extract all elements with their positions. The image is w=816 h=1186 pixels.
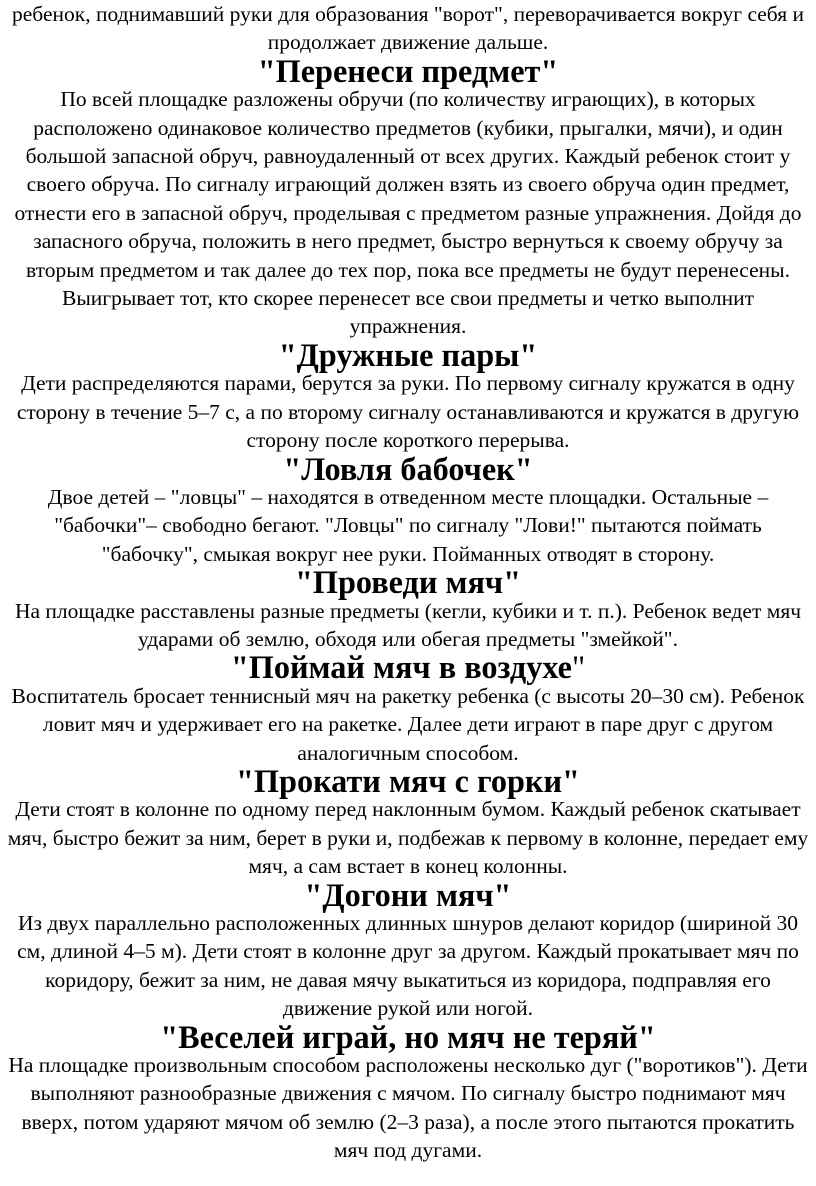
game-title-catch-ball-in-air-main: "Поймай мяч в воздухе	[230, 649, 572, 686]
game-text-transfer-object: По всей площадке разложены обручи (по количеству играющих), в которых расположено одинаковое количество предметов (кубики, прыгалки, мячи), и один большой запасной обруч, равноудаленный от всех других. Каждый ребенок стоит у своего обруча. По сигналу играющий должен взять из своего обруча один предмет, отнести его в запасной обруч, проделывая с предметом разные упражнения. Дойдя до запасного обруча, положить в него предмет, быстро вернуться к своему обручу за вторым предметом и так далее до тех пор, пока все предметы не будут перенесены. Выигрывает тот, кто скорее перенесет все свои предметы и четко выполнит упражнения.	[14, 87, 802, 339]
game-text-catching-butterflies: Двое детей – "ловцы" – находятся в отведенном месте площадки. Остальные – "бабочки"– свободно бегают. "Ловцы" по сигналу "Лови!" пытаются поймать "бабочку", смыкая вокруг нее руки. Пойманных отводят в сторону.	[47, 484, 769, 566]
game-text-catch-ball-in-air: Воспитатель бросает теннисный мяч на ракетку ребенка (с высоты 20–30 см). Ребенок ловит мяч и удерживает его на ракетке. Далее дети играют в паре друг с другом аналогичным способом.	[11, 683, 805, 765]
game-text-roll-ball-downhill: Дети стоят в колонне по одному перед наклонным бумом. Каждый ребенок скатывает мяч, быстро бежит за ним, берет в руки и, подбежав к первому в колонне, передает ему мяч, а сам встает в конец колонны.	[7, 797, 809, 879]
intro-paragraph: ребенок, поднимавший руки для образования "ворот", переворачивается вокруг себя и продолжает движение дальше.	[12, 2, 804, 55]
game-title-chase-ball: "Догони мяч"	[304, 876, 512, 913]
game-title-dribble-ball: "Проведи мяч"	[294, 564, 522, 601]
game-text-play-dont-lose-ball: На площадке произвольным способом расположены несколько дуг ("воротиков"). Дети выполняют разнообразные движения с мячом. По сигналу быстро поднимают мяч вверх, потом ударяют мячом об землю (2–3 раза), а после этого пытаются прокатить мяч под дугами.	[8, 1053, 808, 1163]
game-title-catch-ball-in-air	[6, 649, 810, 686]
game-title-catching-butterflies: "Ловля бабочек"	[283, 450, 533, 487]
game-text-friendly-pairs: Дети распределяются парами, берутся за руки. По первому сигналу кружатся в одну сторону в течение 5–7 с, а по второму сигналу останавливаются и кружатся в другую сторону после короткого перерыва.	[16, 371, 800, 453]
game-text-chase-ball: Из двух параллельно расположенных длинных шнуров делают коридор (шириной 30 см, длиной 4–5 м). Дети стоят в колонне друг за другом. Каждый прокатывает мяч по коридору, бежит за ним, не давая мячу выкатиться из коридора, подправляя его движение рукой или ногой.	[17, 911, 799, 1021]
game-title-play-dont-lose-ball: "Веселей играй, но мяч не теряй"	[160, 1018, 656, 1055]
game-title-roll-ball-downhill: "Прокати мяч с горки"	[236, 762, 580, 799]
game-title-catch-ball-in-air-quote: "	[571, 649, 586, 686]
game-title-friendly-pairs: "Дружные пары"	[278, 336, 538, 373]
game-title-transfer-object: "Перенеси предмет"	[257, 52, 559, 89]
game-text-dribble-ball: На площадке расставлены разные предметы (кегли, кубики и т. п.). Ребенок ведет мяч ударами об землю, обходя или обегая предметы "змейкой".	[14, 598, 802, 651]
